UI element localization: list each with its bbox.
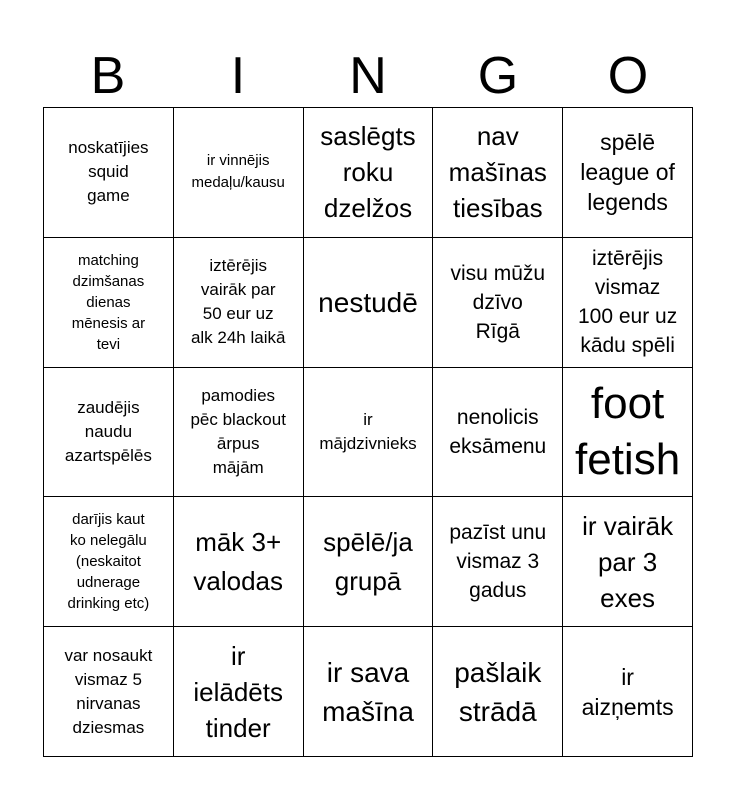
bingo-cell-r4c5[interactable] <box>563 497 693 627</box>
cell-text: noskatījies squid game <box>68 138 149 206</box>
cell-text: ir vinnējis medaļu/kausu <box>191 152 285 192</box>
cell-text: ir aizņemts <box>581 663 674 720</box>
header-letter-o: O <box>607 47 649 105</box>
header-letter-i: I <box>230 47 246 105</box>
cell-text: ir sava mašīna <box>322 656 414 727</box>
cell-text: zaudējis naudu azartspēlēs <box>64 397 152 465</box>
bingo-cell-r4c2[interactable] <box>174 497 304 627</box>
bingo-cell-r3c3[interactable] <box>304 368 434 498</box>
cell-text: ir mājdzivnieks <box>319 409 417 453</box>
cell-text: ir ielādēts tinder <box>193 640 283 743</box>
bingo-cell-r1c1[interactable] <box>44 108 174 238</box>
bingo-cell-r5c1[interactable] <box>44 627 174 757</box>
bingo-cell-r5c3[interactable] <box>304 627 434 757</box>
cell-text: darījis kaut ko nelegālu (neskaitot udnerage drinking etc) <box>67 511 150 613</box>
bingo-cell-r3c1[interactable] <box>44 368 174 498</box>
cell-text: foot fetish <box>575 378 681 484</box>
cell-text: iztērējis vismaz 100 eur uz kādu spēli <box>577 247 678 358</box>
cell-text: pamodies pēc blackout ārpus mājām <box>190 385 286 477</box>
cell-text: ir vairāk par 3 exes <box>582 510 674 613</box>
bingo-cell-r2c3[interactable] <box>304 238 434 368</box>
cell-text: matching dzimšanas dienas mēnesis ar tevi <box>71 251 146 353</box>
cell-text: var nosaukt vismaz 5 nirvanas dziesmas <box>64 645 153 737</box>
bingo-cell-r4c1[interactable] <box>44 497 174 627</box>
cell-text: visu mūžu dzīvo Rīgā <box>450 261 546 343</box>
cell-text: pašlaik strādā <box>454 656 542 727</box>
bingo-cell-r5c5[interactable] <box>563 627 693 757</box>
cell-text: spēlē league of legends <box>580 129 675 216</box>
bingo-cell-r4c3[interactable] <box>304 497 434 627</box>
cell-text: māk 3+ valodas <box>193 526 283 596</box>
cell-text: nav mašīnas tiesības <box>448 121 547 224</box>
bingo-cell-r1c4[interactable] <box>433 108 563 238</box>
cell-text: iztērējis vairāk par 50 eur uz alk 24h laikā <box>190 256 286 348</box>
bingo-cell-r2c1[interactable] <box>44 238 174 368</box>
bingo-cell-r3c5[interactable] <box>563 368 693 498</box>
cell-text: saslēgts roku dzelžos <box>320 121 416 224</box>
bingo-cell-r2c5[interactable] <box>563 238 693 368</box>
bingo-cell-r5c4[interactable] <box>433 627 563 757</box>
cell-text: spēlē/ja grupā <box>323 526 413 596</box>
cell-text: nenolicis eksāmenu <box>449 405 547 458</box>
cell-text: pazīst unu vismaz 3 gadus <box>449 521 547 603</box>
header-letter-n: N <box>349 47 387 105</box>
bingo-cell-r1c3[interactable] <box>304 108 434 238</box>
bingo-header <box>43 44 693 108</box>
bingo-cell-r1c2[interactable] <box>174 108 304 238</box>
bingo-cell-r5c2[interactable] <box>174 627 304 757</box>
bingo-cell-r1c5[interactable] <box>563 108 693 238</box>
cell-text: nestudē <box>318 286 418 318</box>
header-letter-g: G <box>477 47 519 105</box>
bingo-cell-r2c2[interactable] <box>174 238 304 368</box>
bingo-cell-r3c2[interactable] <box>174 368 304 498</box>
bingo-cell-r3c4[interactable] <box>433 368 563 498</box>
bingo-cell-r2c4[interactable] <box>433 238 563 368</box>
bingo-cell-r4c4[interactable] <box>433 497 563 627</box>
bingo-board <box>43 107 693 757</box>
header-letter-b: B <box>90 47 126 105</box>
